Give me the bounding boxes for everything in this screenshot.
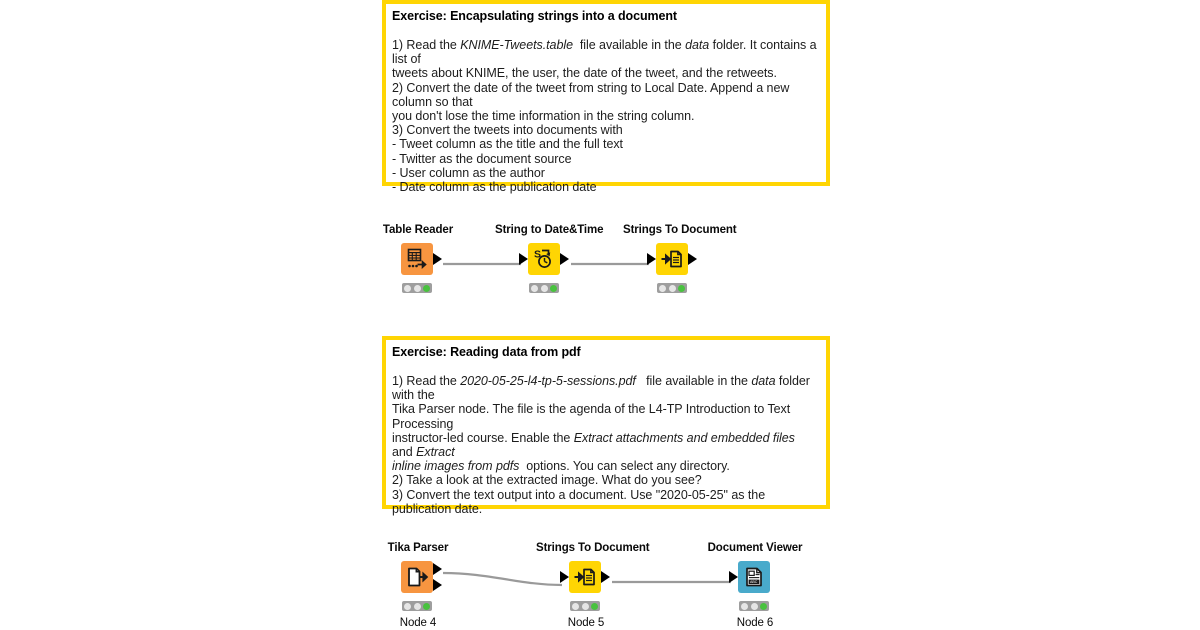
- annotation-box-encapsulating-strings[interactable]: [382, 0, 830, 195]
- annotation-text: - Date column as the publication date: [392, 180, 597, 195]
- annotation-line: [392, 459, 820, 473]
- annotation-title: Exercise: Reading data from pdf: [392, 345, 581, 359]
- status-lamp-idle: [741, 603, 748, 610]
- status-lamp-idle: [404, 285, 411, 292]
- node-output-port-primary[interactable]: [433, 563, 442, 575]
- node-input-port[interactable]: [519, 253, 528, 265]
- node-icon-arrow-into-document-icon[interactable]: [569, 561, 601, 593]
- node-icon-string-to-clock-icon[interactable]: [528, 243, 560, 275]
- status-lamp-idle: [659, 285, 666, 292]
- node-status-bar: [402, 601, 432, 611]
- annotation-line: [392, 473, 820, 487]
- annotation-text: file available in the: [635, 374, 752, 388]
- svg-text:S: S: [534, 248, 542, 261]
- node-table-reader[interactable]: [368, 224, 468, 277]
- document-export-icon: [405, 565, 429, 589]
- node-input-port[interactable]: [729, 571, 738, 583]
- node-sublabel: Node 6: [736, 617, 774, 629]
- node-icon-table-grid-arrow-icon[interactable]: [401, 243, 433, 275]
- status-lamp-idle: [404, 603, 411, 610]
- annotation-line: [392, 374, 820, 402]
- annotation-body: [392, 38, 820, 194]
- annotation-line: [392, 402, 820, 430]
- annotation-text: folder. It contains a list of: [392, 38, 820, 67]
- annotation-emphasis: 2020-05-25-l4-tp-5-sessions.pdf: [460, 374, 636, 388]
- status-lamp-warning: [414, 285, 421, 292]
- annotation-text: and: [392, 430, 806, 460]
- status-lamp-idle: [572, 603, 579, 610]
- node-status-bar: [570, 601, 600, 611]
- node-label: Strings To Document: [623, 224, 737, 236]
- annotation-emphasis: Extract attachments and embedded files: [573, 430, 795, 445]
- annotation-emphasis: Extract: [416, 445, 455, 460]
- workflow-row-pdf: [0, 538, 1200, 630]
- annotation-text: file available in the: [573, 38, 686, 52]
- node-label: Strings To Document: [536, 542, 650, 554]
- status-lamp-executed: [678, 285, 685, 292]
- annotation-line: [392, 81, 820, 109]
- status-lamp-warning: [582, 603, 589, 610]
- node-label: Document Viewer: [707, 542, 803, 554]
- node-input-port[interactable]: [560, 571, 569, 583]
- node-status-bar: [657, 283, 687, 293]
- node-status-bar: [739, 601, 769, 611]
- node-icon-document-export-icon[interactable]: [401, 561, 433, 593]
- annotation-line: [392, 137, 820, 151]
- annotation-text: 1) Read the: [392, 38, 461, 52]
- annotation-line: [392, 180, 820, 194]
- annotation-text: folder with the: [392, 374, 814, 403]
- annotation-line: [392, 166, 820, 180]
- annotation-line: [392, 38, 820, 66]
- node-string-to-datetime[interactable]: [495, 224, 604, 277]
- annotation-text: 2) Convert the date of the tweet from string to Local Date. Append a new column so that: [392, 80, 793, 109]
- workflow-row-tweets: [0, 220, 1200, 300]
- status-lamp-idle: [531, 285, 538, 292]
- node-sublabel: Node 4: [399, 617, 437, 629]
- node-label: Table Reader: [382, 224, 454, 236]
- annotation-text: you don't lose the time information in the string column.: [392, 109, 695, 124]
- annotation-text: 1) Read the: [392, 374, 461, 388]
- annotation-line: [392, 123, 820, 137]
- svg-text:ABC: ABC: [750, 580, 758, 585]
- arrow-into-document-icon: [573, 565, 597, 589]
- annotation-text: - Tweet column as the title and the full text: [392, 137, 623, 152]
- node-status-bar: [402, 283, 432, 293]
- annotation-body: [392, 374, 820, 516]
- status-lamp-executed: [591, 603, 598, 610]
- node-status-bar: [529, 283, 559, 293]
- node-sublabel: Node 5: [567, 617, 605, 629]
- node-strings-to-document-2[interactable]: [536, 542, 650, 629]
- node-output-port[interactable]: [601, 571, 610, 583]
- status-lamp-warning: [541, 285, 548, 292]
- status-lamp-warning: [669, 285, 676, 292]
- status-lamp-executed: [423, 603, 430, 610]
- node-icon-document-viewer-icon[interactable]: [738, 561, 770, 593]
- annotation-text: 2) Take a look at the extracted image. What do you see?: [392, 473, 702, 488]
- node-output-port[interactable]: [688, 253, 697, 265]
- annotation-emphasis: data: [751, 374, 776, 388]
- annotation-line: [392, 109, 820, 123]
- string-to-clock-icon: [532, 247, 556, 271]
- annotation-emphasis: inline images from pdfs: [392, 459, 520, 474]
- annotation-text: Tika Parser node. The file is the agenda of the L4-TP Introduction to Text Processing: [392, 402, 794, 431]
- annotation-text: - Twitter as the document source: [392, 151, 572, 166]
- status-lamp-warning: [414, 603, 421, 610]
- annotation-text: 3) Convert the text output into a document. Use "2020-05-25" as the publication date.: [392, 487, 769, 516]
- annotation-text: 3) Convert the tweets into documents with: [392, 123, 623, 138]
- annotation-title: Exercise: Encapsulating strings into a document: [392, 9, 677, 23]
- arrow-into-document-icon: [660, 247, 684, 271]
- node-output-port-secondary[interactable]: [433, 579, 442, 591]
- annotation-emphasis: data: [685, 38, 710, 52]
- table-grid-arrow-icon: [405, 247, 429, 271]
- node-strings-to-document-1[interactable]: [623, 224, 737, 277]
- node-icon-arrow-into-document-icon[interactable]: [656, 243, 688, 275]
- status-lamp-executed: [760, 603, 767, 610]
- document-viewer-icon: [742, 565, 766, 589]
- node-output-port[interactable]: [560, 253, 569, 265]
- node-output-port[interactable]: [433, 253, 442, 265]
- annotation-text: tweets about KNIME, the user, the date of the tweet, and the retweets.: [392, 66, 777, 81]
- annotation-emphasis: KNIME-Tweets.table: [460, 38, 573, 52]
- node-input-port[interactable]: [647, 253, 656, 265]
- annotation-line: [392, 66, 820, 80]
- annotation-line: [392, 488, 820, 516]
- annotation-text: - User column as the author: [392, 165, 545, 180]
- annotation-line: [392, 152, 820, 166]
- node-tika-parser[interactable]: [368, 542, 468, 629]
- status-lamp-executed: [550, 285, 557, 292]
- node-document-viewer[interactable]: [705, 542, 805, 629]
- annotation-box-reading-data-from-pdf[interactable]: [382, 336, 830, 516]
- status-lamp-executed: [423, 285, 430, 292]
- node-label: Tika Parser: [387, 542, 449, 554]
- node-label: String to Date&Time: [495, 224, 604, 236]
- status-lamp-warning: [751, 603, 758, 610]
- annotation-line: [392, 431, 820, 459]
- annotation-text: options. You can select any directory.: [519, 459, 730, 474]
- annotation-text: instructor-led course. Enable the: [392, 430, 574, 445]
